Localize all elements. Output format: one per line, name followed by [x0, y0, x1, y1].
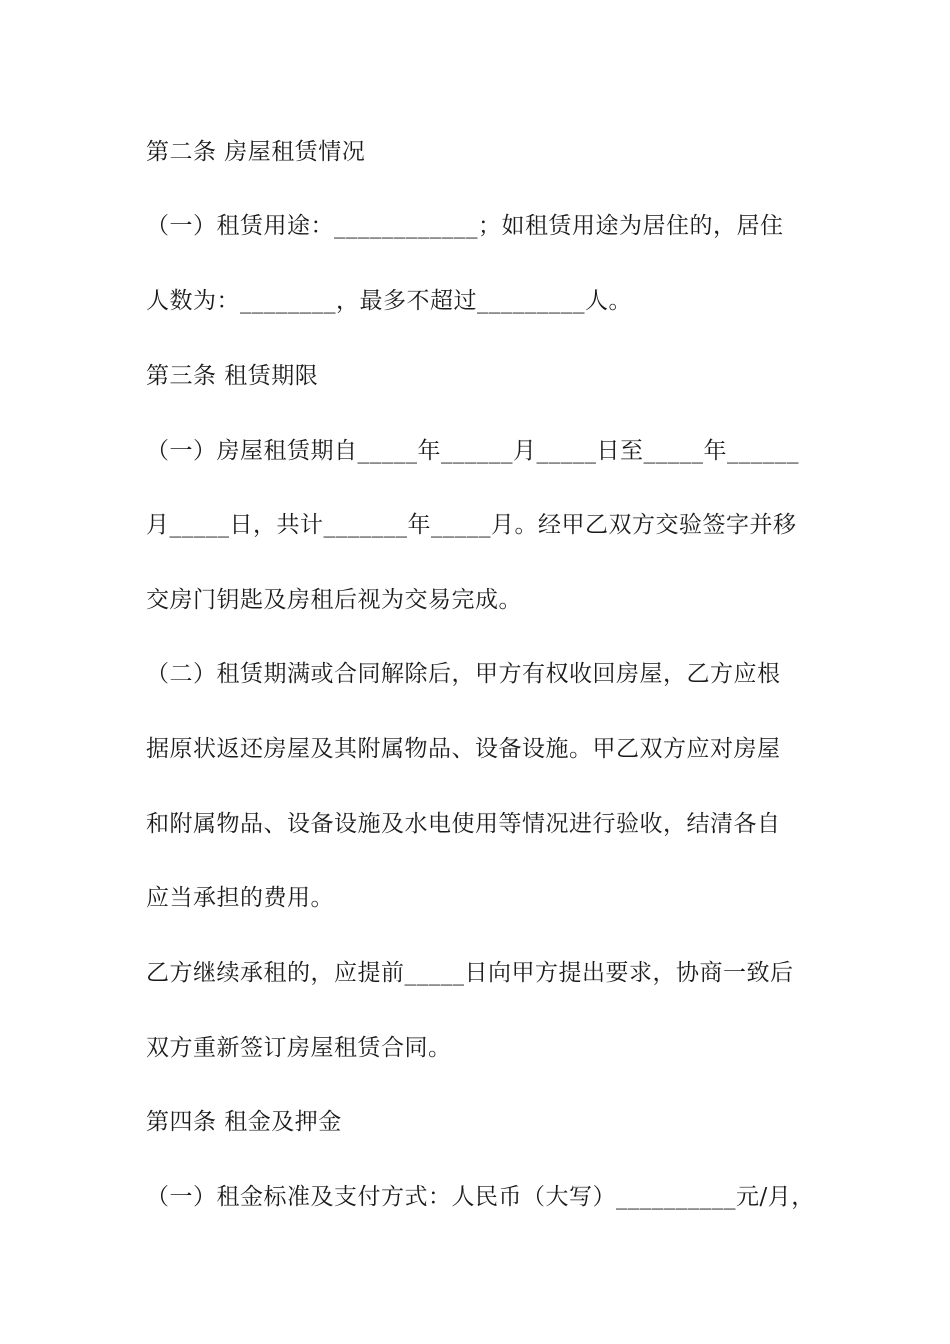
heading-article-3: 第三条 租赁期限 — [146, 363, 319, 389]
paragraph-line: 人数为：________，最多不超过_________人。 — [146, 288, 632, 314]
paragraph-line: 双方重新签订房屋租赁合同。 — [146, 1035, 452, 1061]
paragraph-line: 乙方继续承租的，应提前_____日向甲方提出要求，协商一致后 — [146, 960, 794, 986]
heading-article-4: 第四条 租金及押金 — [146, 1109, 342, 1135]
paragraph-line: 应当承担的费用。 — [146, 885, 334, 911]
paragraph-line: 交房门钥匙及房租后视为交易完成。 — [146, 587, 522, 613]
paragraph-line: （一）房屋租赁期自_____年______月_____日至_____年______ — [146, 438, 799, 464]
paragraph-line: 据原状返还房屋及其附属物品、设备设施。甲乙双方应对房屋 — [146, 736, 781, 762]
paragraph-line: （一）租金标准及支付方式：人民币（大写）__________元/月， — [146, 1184, 815, 1210]
paragraph-line: （一）租赁用途：____________；如租赁用途为居住的，居住 — [146, 213, 784, 239]
paragraph-line: （二）租赁期满或合同解除后，甲方有权收回房屋，乙方应根 — [146, 661, 781, 687]
heading-article-2: 第二条 房屋租赁情况 — [146, 139, 366, 165]
paragraph-line: 月_____日，共计_______年_____月。经甲乙双方交验签字并移 — [146, 512, 797, 538]
paragraph-line: 和附属物品、设备设施及水电使用等情况进行验收，结清各自 — [146, 811, 781, 837]
